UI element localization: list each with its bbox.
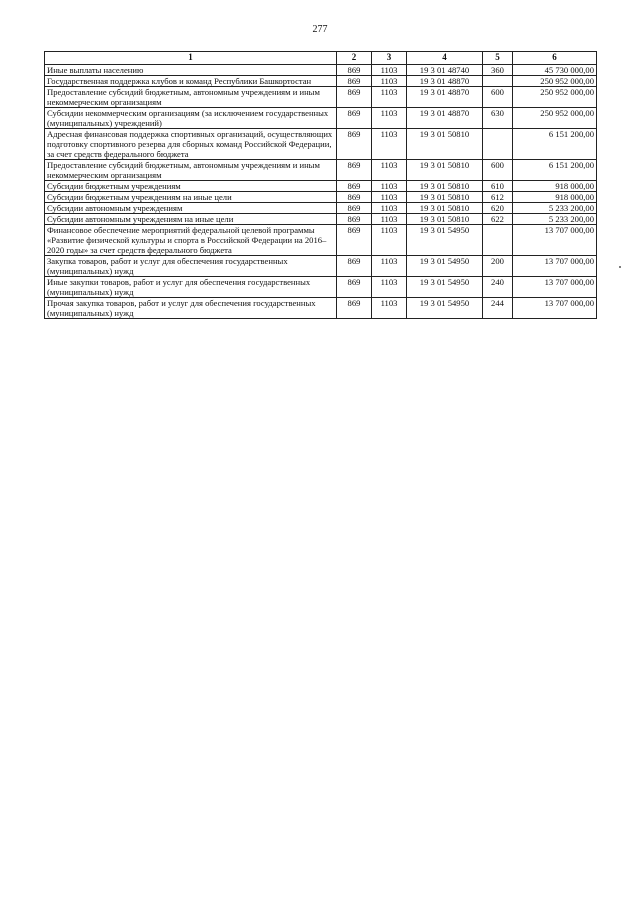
cell-target: 19 3 01 48870 [407,76,483,87]
cell-target: 19 3 01 54950 [407,298,483,319]
cell-section: 1103 [372,65,407,76]
cell-expense-type: 600 [483,160,513,181]
cell-section: 1103 [372,225,407,256]
table-row [45,181,597,192]
cell-expense-type: 630 [483,108,513,129]
cell-expense-type: 240 [483,277,513,298]
cell-grbs: 869 [337,65,372,76]
cell-target: 19 3 01 50810 [407,203,483,214]
column-header-amount: 6 [513,52,597,65]
cell-expense-type [483,225,513,256]
cell-target: 19 3 01 48740 [407,65,483,76]
cell-section: 1103 [372,87,407,108]
table-row [45,108,597,129]
cell-target: 19 3 01 48870 [407,108,483,129]
cell-grbs: 869 [337,256,372,277]
cell-name: Субсидии автономным учреждениям [45,203,337,214]
cell-amount: 13 707 000,00 [513,256,597,277]
cell-name: Субсидии некоммерческим организациям (за исключением государственных (муниципальных) учреждений) [45,108,337,129]
cell-amount: 13 707 000,00 [513,277,597,298]
cell-target: 19 3 01 50810 [407,160,483,181]
cell-name: Субсидии бюджетным учреждениям на иные цели [45,192,337,203]
cell-target: 19 3 01 54950 [407,225,483,256]
cell-section: 1103 [372,108,407,129]
cell-target: 19 3 01 48870 [407,87,483,108]
cell-amount: 250 952 000,00 [513,87,597,108]
cell-grbs: 869 [337,298,372,319]
table-body [45,65,597,319]
table-row [45,76,597,87]
cell-amount: 6 151 200,00 [513,160,597,181]
cell-section: 1103 [372,160,407,181]
column-header-target: 4 [407,52,483,65]
cell-amount: 13 707 000,00 [513,298,597,319]
cell-name: Закупка товаров, работ и услуг для обеспечения государственных (муниципальных) нужд [45,256,337,277]
table-row [45,277,597,298]
cell-section: 1103 [372,203,407,214]
cell-section: 1103 [372,277,407,298]
cell-section: 1103 [372,181,407,192]
table-row [45,65,597,76]
cell-expense-type: 244 [483,298,513,319]
scan-speck [619,266,621,268]
table-row [45,192,597,203]
table-row [45,203,597,214]
table-row [45,87,597,108]
cell-section: 1103 [372,192,407,203]
cell-grbs: 869 [337,87,372,108]
cell-amount: 45 730 000,00 [513,65,597,76]
cell-name: Предоставление субсидий бюджетным, автономным учреждениям и иным некоммерческим организациям [45,87,337,108]
cell-grbs: 869 [337,108,372,129]
cell-amount: 5 233 200,00 [513,214,597,225]
cell-grbs: 869 [337,277,372,298]
cell-target: 19 3 01 50810 [407,129,483,160]
column-header-name: 1 [45,52,337,65]
cell-name: Адресная финансовая поддержка спортивных организаций, осуществляющих подготовку спортивного резерва для сборных команд Российской Федерации, за счет средств федерального бюджета [45,129,337,160]
cell-name: Субсидии бюджетным учреждениям [45,181,337,192]
cell-section: 1103 [372,298,407,319]
cell-amount: 918 000,00 [513,181,597,192]
budget-table [44,51,597,319]
cell-name: Финансовое обеспечение мероприятий федеральной целевой программы «Развитие физической культуры и спорта в Российской Федерации на 2016–2020 годы» за счет средств федерального бюджета [45,225,337,256]
cell-expense-type: 360 [483,65,513,76]
cell-grbs: 869 [337,192,372,203]
cell-section: 1103 [372,214,407,225]
cell-expense-type: 610 [483,181,513,192]
cell-target: 19 3 01 54950 [407,277,483,298]
cell-name: Иные выплаты населению [45,65,337,76]
cell-grbs: 869 [337,203,372,214]
cell-target: 19 3 01 54950 [407,256,483,277]
cell-amount: 250 952 000,00 [513,108,597,129]
cell-expense-type: 620 [483,203,513,214]
table-row [45,225,597,256]
cell-amount: 5 233 200,00 [513,203,597,214]
cell-grbs: 869 [337,76,372,87]
cell-section: 1103 [372,129,407,160]
cell-section: 1103 [372,256,407,277]
column-header-expense-type: 5 [483,52,513,65]
table-row [45,298,597,319]
cell-grbs: 869 [337,214,372,225]
cell-amount: 918 000,00 [513,192,597,203]
cell-target: 19 3 01 50810 [407,181,483,192]
cell-expense-type: 622 [483,214,513,225]
cell-grbs: 869 [337,129,372,160]
cell-name: Государственная поддержка клубов и команд Республики Башкортостан [45,76,337,87]
cell-amount: 6 151 200,00 [513,129,597,160]
column-header-section: 3 [372,52,407,65]
table-header-row [45,52,597,65]
cell-amount: 250 952 000,00 [513,76,597,87]
cell-expense-type [483,76,513,87]
table-row [45,214,597,225]
cell-section: 1103 [372,76,407,87]
cell-name: Субсидии автономным учреждениям на иные цели [45,214,337,225]
column-header-grbs: 2 [337,52,372,65]
cell-grbs: 869 [337,181,372,192]
cell-expense-type: 612 [483,192,513,203]
cell-amount: 13 707 000,00 [513,225,597,256]
cell-expense-type: 200 [483,256,513,277]
cell-target: 19 3 01 50810 [407,192,483,203]
table-row [45,160,597,181]
cell-expense-type [483,129,513,160]
cell-name: Прочая закупка товаров, работ и услуг для обеспечения государственных (муниципальных) нужд [45,298,337,319]
cell-target: 19 3 01 50810 [407,214,483,225]
cell-name: Иные закупки товаров, работ и услуг для обеспечения государственных (муниципальных) нужд [45,277,337,298]
cell-expense-type: 600 [483,87,513,108]
cell-grbs: 869 [337,160,372,181]
table-row [45,129,597,160]
table-row [45,256,597,277]
cell-name: Предоставление субсидий бюджетным, автономным учреждениям и иным некоммерческим организациям [45,160,337,181]
page-number: 277 [312,24,328,35]
cell-grbs: 869 [337,225,372,256]
